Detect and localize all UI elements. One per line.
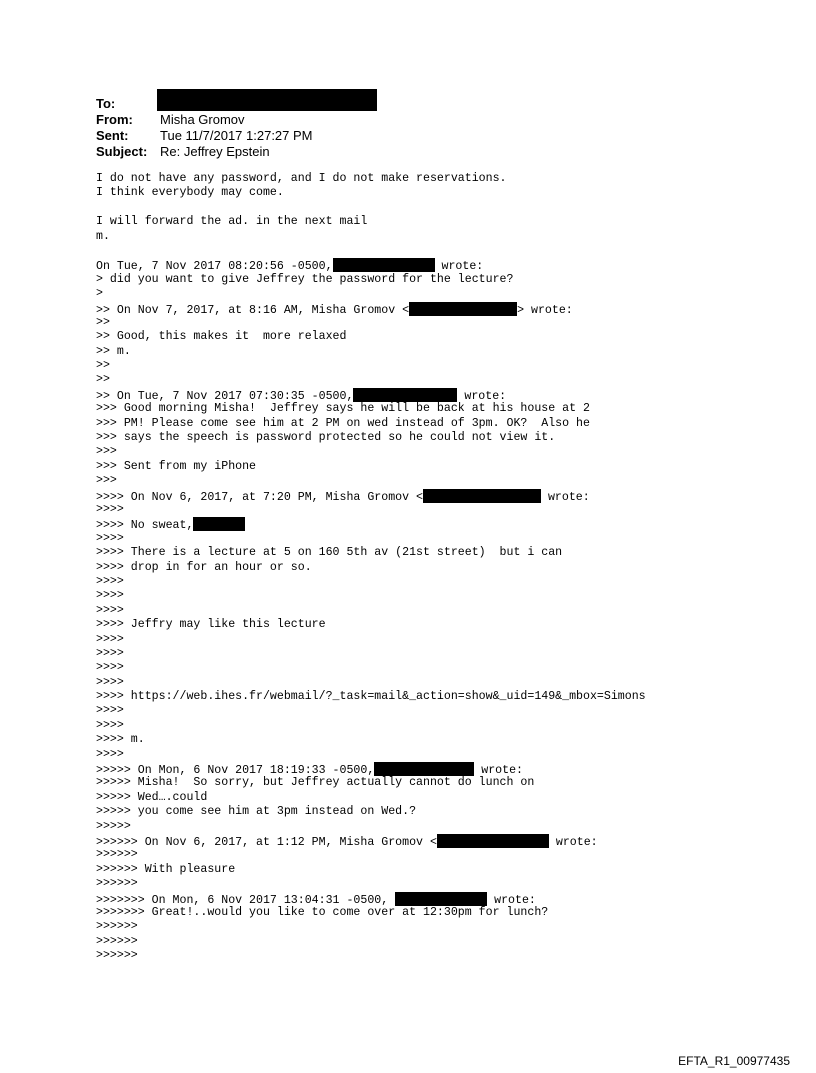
sent-label: Sent: <box>96 128 129 143</box>
email-line-text: >>> <box>96 445 117 459</box>
redaction-box <box>437 834 549 848</box>
email-line <box>96 877 646 891</box>
email-line <box>96 748 646 762</box>
sent-value: Tue 11/7/2017 1:27:27 PM <box>160 128 313 143</box>
email-line-text: >>>> <box>96 661 124 675</box>
email-line-text: >>>>>> With pleasure <box>96 862 236 876</box>
subject-value: Re: Jeffrey Epstein <box>160 144 270 159</box>
email-line <box>96 417 646 431</box>
email-line <box>96 330 646 344</box>
email-line-text: >> Good, this makes it more relaxed <box>96 330 347 344</box>
email-line <box>96 906 646 920</box>
email-line <box>96 633 646 647</box>
subject-row <box>96 144 313 160</box>
email-line-text: >>> <box>96 474 117 488</box>
email-line-text: >>>>> you come see him at 3pm instead on Wed.? <box>96 805 417 819</box>
email-line <box>96 316 646 330</box>
email-line <box>96 445 646 459</box>
email-line-text: >>>> <box>96 603 124 617</box>
email-line <box>96 863 646 877</box>
email-line <box>96 244 646 258</box>
email-line-text: >>> PM! Please come see him at 2 PM on wed instead of 3pm. OK? Also he <box>96 416 590 430</box>
redaction-box <box>333 258 435 272</box>
email-line-tail: wrote: <box>474 764 523 778</box>
email-line-text: >>>> <box>96 632 124 646</box>
email-line-tail: wrote: <box>541 490 590 504</box>
email-line <box>96 820 646 834</box>
email-line <box>96 402 646 416</box>
email-line-text: >>>>>> <box>96 920 138 934</box>
email-line <box>96 719 646 733</box>
from-row <box>96 112 313 128</box>
email-line-text: I do not have any password, and I do not make reservations. <box>96 172 507 185</box>
email-line <box>96 186 646 200</box>
email-line-text: >> <box>96 359 110 373</box>
from-value: Misha Gromov <box>160 112 245 127</box>
email-line-text: >>> Sent from my iPhone <box>96 459 257 473</box>
email-line <box>96 503 646 517</box>
email-line-text: >>> says the speech is password protected so he could not view it. <box>96 431 556 445</box>
email-line-text: >>>>> <box>96 819 131 833</box>
email-line-text: >>>>>>> Great!..would you like to come over at 12:30pm for lunch? <box>96 905 549 919</box>
email-line-text: >>>> https://web.ihes.fr/webmail/?_task=mail&_action=show&_uid=149&_mbox=Simons <box>96 690 646 704</box>
email-line-text: >>>>>> <box>96 848 138 862</box>
email-line-text: >>>>>> <box>96 877 138 891</box>
email-line <box>96 172 646 186</box>
email-line-text: >>>> drop in for an hour or so. <box>96 560 312 574</box>
email-line-text: >>>> <box>96 531 124 545</box>
email-line <box>96 215 646 229</box>
email-line-text: >>>>>> On Nov 6, 2017, at 1:12 PM, Misha Gromov < <box>96 835 437 849</box>
email-line-tail: wrote: <box>548 835 598 849</box>
email-line <box>96 834 646 848</box>
email-line <box>96 287 646 301</box>
email-line-text: >> On Tue, 7 Nov 2017 07:30:35 -0500, <box>96 389 354 403</box>
email-line-text: >>>>> On Mon, 6 Nov 2017 18:19:33 -0500, <box>96 764 375 778</box>
email-line <box>96 532 646 546</box>
email-headers <box>96 96 313 160</box>
email-line <box>96 230 646 244</box>
email-line <box>96 359 646 373</box>
email-line-text: >>>>> Wed….could <box>96 790 208 804</box>
email-line <box>96 935 646 949</box>
subject-label: Subject: <box>96 144 148 159</box>
email-line-text: >>>> <box>96 589 124 603</box>
redaction-box <box>353 388 457 402</box>
email-line <box>96 489 646 503</box>
email-line-text: >>> Good morning Misha! Jeffrey says he will be back at his house at 2 <box>96 402 590 416</box>
email-body <box>96 172 646 963</box>
email-line-text: > did you want to give Jeffrey the password for the lecture? <box>96 272 514 286</box>
email-line <box>96 575 646 589</box>
email-line <box>96 273 646 287</box>
email-line-tail: wrote: <box>434 260 484 274</box>
email-line <box>96 517 646 531</box>
email-line-text: >>>> m. <box>96 733 145 747</box>
email-line-text: >>>>>>> On Mon, 6 Nov 2017 13:04:31 -0500, <box>96 893 396 907</box>
email-line <box>96 647 646 661</box>
email-line <box>96 704 646 718</box>
email-line-text: >> On Nov 7, 2017, at 8:16 AM, Misha Gromov < <box>96 303 410 317</box>
email-line <box>96 474 646 488</box>
email-line-text: I will forward the ad. in the next mail <box>96 215 368 229</box>
email-line-text: >>>> There is a lecture at 5 on 160 5th av (21st street) but i can <box>96 546 563 560</box>
email-line-text: >> m. <box>96 344 131 358</box>
email-line <box>96 848 646 862</box>
email-line <box>96 676 646 690</box>
email-line <box>96 661 646 675</box>
email-line <box>96 345 646 359</box>
email-line-text: >>>> <box>96 646 124 660</box>
email-line <box>96 690 646 704</box>
sent-row <box>96 128 313 144</box>
email-line <box>96 762 646 776</box>
redaction-box <box>423 489 541 503</box>
email-line-text: >>>> Jeffry may like this lecture <box>96 618 326 632</box>
email-line-text: I think everybody may come. <box>96 186 284 200</box>
email-line <box>96 258 646 272</box>
email-line-text: >>>> <box>96 675 124 689</box>
email-line <box>96 805 646 819</box>
from-label: From: <box>96 112 133 127</box>
email-line <box>96 791 646 805</box>
email-line <box>96 733 646 747</box>
email-line <box>96 373 646 387</box>
email-line <box>96 618 646 632</box>
email-line-text: >>>> On Nov 6, 2017, at 7:20 PM, Misha Gromov < <box>96 490 423 504</box>
email-line <box>96 431 646 445</box>
email-line-text: >>>> <box>96 574 124 588</box>
redaction-box <box>395 892 487 906</box>
email-line <box>96 589 646 603</box>
redaction-box <box>193 517 245 531</box>
email-line-text: >>>> <box>96 747 124 761</box>
email-line <box>96 302 646 316</box>
email-line <box>96 776 646 790</box>
redaction-box <box>409 302 517 316</box>
email-line <box>96 460 646 474</box>
email-line-text: >>>> No sweat, <box>96 519 194 533</box>
email-line <box>96 604 646 618</box>
email-line-text: >>>> <box>96 704 124 718</box>
email-line-text: >>>> <box>96 718 124 732</box>
email-line <box>96 949 646 963</box>
email-line-text: >> <box>96 315 110 329</box>
email-line-text: >>>>> Misha! So sorry, but Jeffrey actually cannot do lunch on <box>96 776 535 790</box>
email-line <box>96 546 646 560</box>
email-line-tail: > wrote: <box>517 303 573 317</box>
bates-number: EFTA_R1_00977435 <box>678 1054 790 1068</box>
email-line-text: On Tue, 7 Nov 2017 08:20:56 -0500, <box>96 260 333 274</box>
email-line-text: >>>>>> <box>96 934 138 948</box>
to-label: To: <box>96 96 116 111</box>
email-line-text: >>>>>> <box>96 949 138 963</box>
email-line <box>96 201 646 215</box>
email-line-tail: wrote: <box>457 389 507 403</box>
email-line <box>96 892 646 906</box>
to-row <box>96 96 313 112</box>
email-line-text: m. <box>96 229 110 243</box>
email-line-text: >>>> <box>96 502 124 516</box>
email-line <box>96 388 646 402</box>
email-line <box>96 561 646 575</box>
email-line <box>96 920 646 934</box>
email-line-text: > <box>96 287 103 301</box>
email-line-tail: wrote: <box>487 893 536 907</box>
email-line-text: >> <box>96 373 110 387</box>
redaction-box <box>157 89 377 111</box>
redaction-box <box>374 762 474 776</box>
